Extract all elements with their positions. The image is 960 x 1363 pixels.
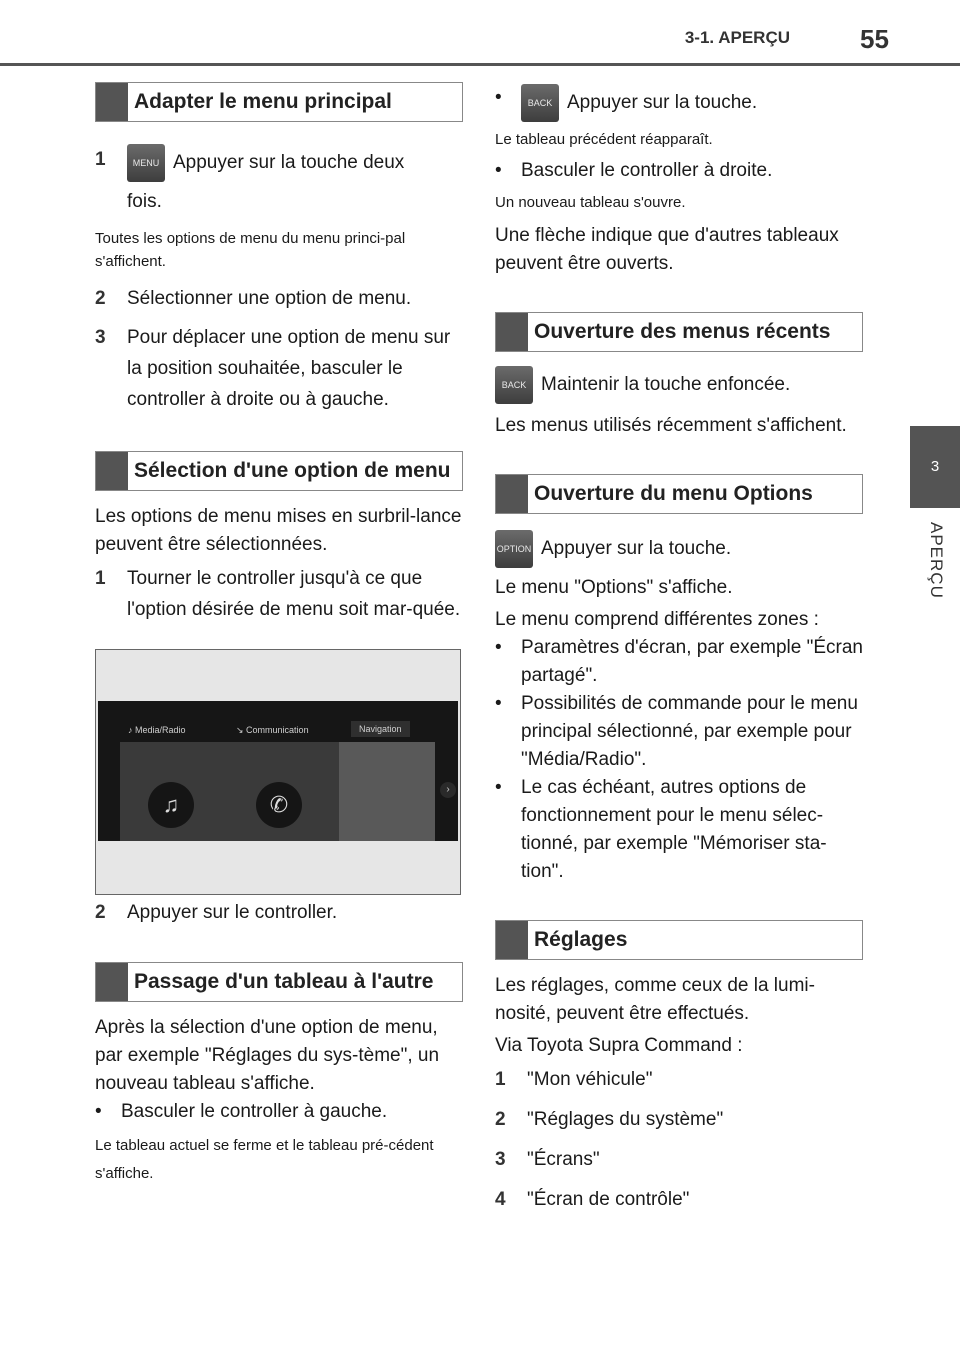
bullet-text: Basculer le controller à gauche. (121, 1101, 388, 1122)
section-bar (96, 83, 128, 121)
instruction-text: Maintenir la touche enfoncée. (541, 374, 791, 396)
music-note-icon: ♫ (148, 782, 194, 828)
step-text: Sélectionner une option de menu. (127, 288, 412, 309)
phone-icon: ✆ (256, 782, 302, 828)
step-number: 1 (95, 568, 106, 589)
step-text: Pour déplacer une option de menu sur la position souhaitée, basculer le controller à droite ou à gauche. (127, 327, 451, 410)
chapter-title: 3-1. APERÇU (684, 28, 790, 47)
step-number: 3 (495, 1149, 506, 1170)
section-heading-recent-menus (495, 312, 863, 352)
paragraph: Les menus utilisés récemment s'affichent. (495, 415, 847, 436)
bullet-item: • BACK Appuyer sur la touche. (495, 84, 863, 122)
section-bar (496, 313, 528, 351)
section-bar (96, 963, 128, 1001)
step-text: Appuyer sur le controller. (127, 902, 338, 923)
note-text: Un nouveau tableau s'ouvre. (495, 194, 686, 211)
paragraph: Via Toyota Supra Command : (495, 1035, 743, 1056)
right-column (495, 84, 863, 1215)
left-column (95, 82, 463, 1188)
step-text: "Écrans" (527, 1149, 600, 1170)
section-heading-adapt-menu (95, 82, 463, 122)
step-text: "Écran de contrôle" (527, 1189, 690, 1210)
step-2 (95, 283, 463, 314)
section-bar (96, 452, 128, 490)
bullet-item: • Possibilités de commande pour le menu principal sélectionné, par exemple pour "Média/Radio". (495, 690, 863, 774)
section-bar (496, 475, 528, 513)
step-2 (495, 1104, 863, 1135)
navigation-tab: Navigation (351, 721, 410, 737)
section-heading-select-option (95, 451, 463, 491)
section-bar (496, 921, 528, 959)
step-1-continued (95, 186, 463, 217)
page-number: 55 (860, 24, 889, 54)
navigation-map-card (339, 742, 435, 841)
paragraph: Le menu "Options" s'affiche. (495, 577, 733, 598)
section-heading-switch-panel (95, 962, 463, 1002)
bullet-text: Le cas échéant, autres options de fonctionnement pour le menu sélec-tionné, par exemple "Mémoriser sta-tion". (521, 777, 827, 882)
communication-card (230, 742, 348, 841)
step-number: 4 (495, 1189, 506, 1210)
step-text: "Réglages du système" (527, 1109, 724, 1130)
step-3 (95, 322, 463, 415)
chevron-right-icon: › (440, 782, 456, 798)
note-text: Toutes les options de menu du menu princi-pal s'affichent. (95, 230, 406, 270)
media-radio-tab: ♪ Media/Radio (128, 725, 186, 735)
step-number: 1 (95, 149, 106, 170)
step-number: 2 (495, 1109, 506, 1130)
bullet-item: • Paramètres d'écran, par exemple "Écran partagé". (495, 634, 863, 690)
section-title: Passage d'un tableau à l'autre (134, 970, 434, 993)
paragraph: Une flèche indique que d'autres tableaux peuvent être ouverts. (495, 225, 839, 274)
section-title: Sélection d'une option de menu (134, 459, 451, 482)
step-1 (495, 1064, 863, 1095)
step-1 (95, 563, 463, 625)
menu-button-icon: MENU (127, 144, 165, 182)
instruction-line (495, 530, 863, 568)
step-text: "Mon véhicule" (527, 1069, 653, 1090)
step-number: 2 (95, 902, 106, 923)
step-text: fois. (127, 191, 162, 212)
paragraph: Le menu comprend différentes zones : (495, 609, 819, 630)
note-text: Le tableau précédent réapparaît. (495, 131, 713, 148)
tab-label: Media/Radio (135, 725, 186, 735)
step-text: Tourner le controller jusqu'à ce que l'option désirée de menu soit mar-quée. (127, 568, 461, 620)
screen-figure (95, 649, 461, 895)
bullet-text: Basculer le controller à droite. (521, 160, 773, 181)
step-1 (95, 144, 463, 182)
section-heading-options-menu (495, 474, 863, 514)
paragraph: Après la sélection d'une option de menu, par exemple "Réglages du sys-tème", un nouveau tableau s'affiche. (95, 1017, 440, 1094)
step-4 (495, 1184, 863, 1215)
media-card (120, 742, 238, 841)
step-number: 2 (95, 288, 106, 309)
chapter-tab-number: 3 (930, 458, 940, 475)
section-title: Ouverture du menu Options (534, 482, 813, 505)
instruction-line (495, 366, 863, 404)
back-button-icon: BACK (521, 84, 559, 122)
section-title: Adapter le menu principal (134, 90, 392, 113)
section-title: Réglages (534, 928, 628, 951)
paragraph: Les réglages, comme ceux de la lumi-nosité, peuvent être effectués. (495, 975, 815, 1024)
step-text: Appuyer sur la touche deux (173, 152, 405, 174)
chapter-tab-label: APERÇU (927, 522, 946, 599)
instruction-text: Appuyer sur la touche. (541, 538, 732, 560)
bullet-text: Possibilités de commande pour le menu principal sélectionné, par exemple pour "Média/Radio". (521, 693, 858, 770)
step-number: 1 (495, 1069, 506, 1090)
bullet-item: • Basculer le controller à droite. (495, 157, 863, 185)
step-2 (95, 897, 463, 928)
bullet-item: • Basculer le controller à gauche. (95, 1098, 463, 1126)
display-screenshot (98, 701, 458, 841)
chapter-tab (910, 426, 960, 508)
option-button-icon: OPTION (495, 530, 533, 568)
bullet-item: • Le cas échéant, autres options de fonctionnement pour le menu sélec-tionné, par exemple "Mémoriser sta-tion". (495, 774, 863, 886)
communication-tab: ↘ Communication (236, 725, 309, 735)
note-text: Le tableau actuel se ferme et le tableau pré-cédent s'affiche. (95, 1137, 434, 1182)
section-heading-settings (495, 920, 863, 960)
bullet-text: Paramètres d'écran, par exemple "Écran partagé". (521, 637, 863, 686)
step-3 (495, 1144, 863, 1175)
tab-label: Communication (246, 725, 309, 735)
back-button-icon: BACK (495, 366, 533, 404)
bullet-text: Appuyer sur la touche. (567, 92, 758, 114)
paragraph: Les options de menu mises en surbril-lance peuvent être sélectionnées. (95, 506, 462, 555)
header-rule (0, 63, 960, 66)
section-title: Ouverture des menus récents (534, 320, 831, 343)
step-number: 3 (95, 327, 106, 348)
